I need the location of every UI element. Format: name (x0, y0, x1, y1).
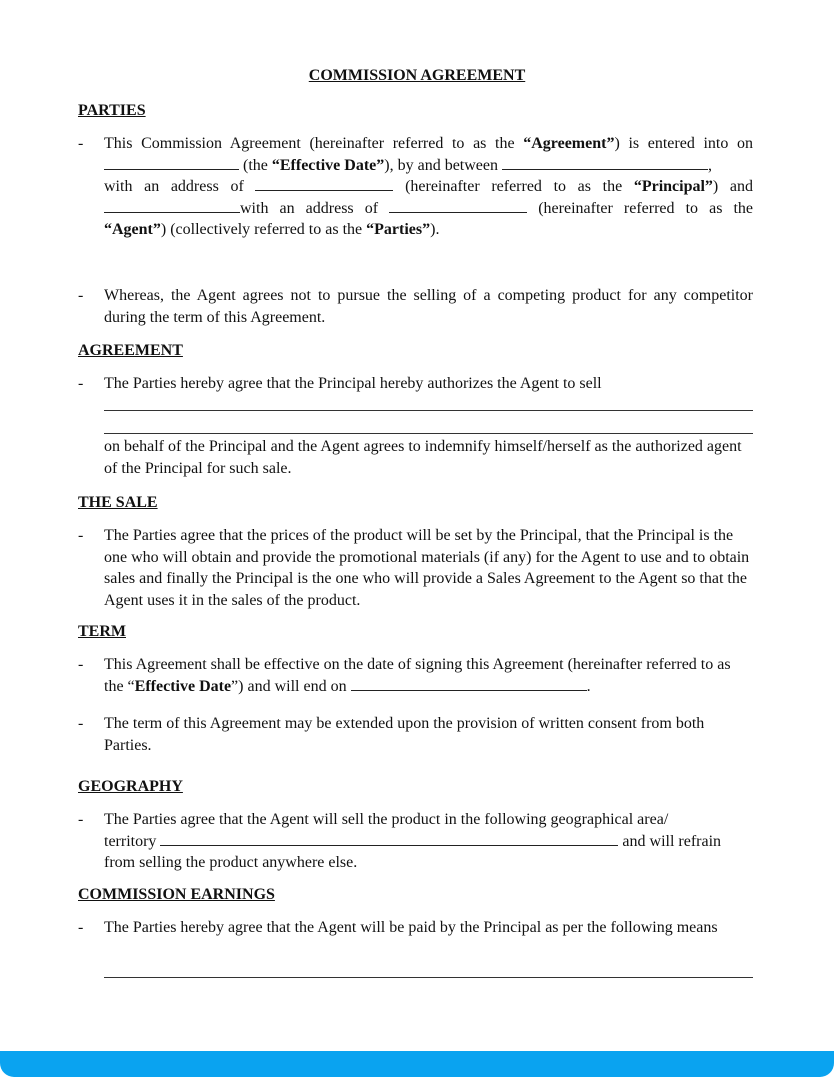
bottom-accent-bar (0, 1051, 834, 1077)
parties-line-1: This Commission Agreement (hereinafter referred to as the “Agreement”) is entered into on (104, 135, 754, 152)
bullet-dash: - (78, 919, 84, 936)
product-blank-line-2[interactable] (104, 433, 753, 434)
agent-address-blank[interactable] (389, 198, 527, 213)
heading-term: TERM (78, 623, 126, 640)
parties-clause-1-text (104, 133, 753, 241)
bullet-dash: - (78, 375, 84, 392)
principal-address-blank[interactable] (255, 176, 393, 191)
bullet-dash: - (78, 811, 84, 828)
geography-clause-1-text: The Parties agree that the Agent will sell the product in the following geographical area/ territory and will refrain from selling the product anywhere else. (104, 811, 722, 871)
bullet-dash: - (78, 527, 84, 544)
effective-date-blank[interactable] (104, 155, 239, 170)
agreement-clause-1-continuation: on behalf of the Principal and the Agent agrees to indemnify himself/herself as the authorized agent of the Principal for such sale. (104, 438, 742, 477)
parties-line-4: with an address of (hereinafter referred to as the (104, 198, 753, 220)
heading-parties: PARTIES (78, 102, 146, 119)
term-clause-2-text: The term of this Agreement may be extended upon the provision of written consent from both Parties. (104, 715, 705, 754)
bullet-dash: - (78, 287, 84, 304)
commission-clause-1-text: The Parties hereby agree that the Agent will be paid by the Principal as per the following means (104, 919, 718, 936)
sale-clause-1-text: The Parties agree that the prices of the product will be set by the Principal, that the Principal is the one who will obtain and provide the promotional materials (if any) for the Agent to use and to obtain sales and finally the Principal is the one who will provide a Sales Agreement to the Agent so that the Agent uses it in the sales of the product. (104, 527, 750, 609)
document-title: COMMISSION AGREEMENT (308, 67, 526, 84)
bullet-dash: - (78, 715, 84, 732)
product-blank-line-1[interactable] (104, 410, 753, 411)
parties-line-5: “Agent”) (collectively referred to as the “Parties”). (104, 221, 440, 238)
territory-blank[interactable] (160, 831, 618, 846)
bullet-dash: - (78, 656, 84, 673)
agreement-clause-1-text: The Parties hereby agree that the Principal hereby authorizes the Agent to sell (104, 375, 602, 392)
heading-geography: GEOGRAPHY (78, 778, 183, 795)
agent-name-blank[interactable] (104, 198, 240, 213)
heading-agreement: AGREEMENT (78, 342, 183, 359)
parties-line-2: (the “Effective Date”), by and between , (104, 155, 753, 177)
principal-name-blank[interactable] (502, 155, 708, 170)
heading-the-sale: THE SALE (78, 494, 158, 511)
end-date-blank[interactable] (351, 676, 587, 691)
parties-line-3: with an address of (hereinafter referred to as the “Principal”) and (104, 178, 753, 195)
bullet-dash: - (78, 135, 84, 152)
commission-means-blank-line[interactable] (104, 977, 753, 978)
heading-commission-earnings: COMMISSION EARNINGS (78, 886, 275, 903)
parties-clause-2-text: Whereas, the Agent agrees not to pursue the selling of a competing product for any competitor during the term of this Agreement. (104, 287, 753, 326)
term-clause-1-text: This Agreement shall be effective on the date of signing this Agreement (hereinafter referred to as the “Effective Date”) and will end on . (104, 656, 731, 695)
